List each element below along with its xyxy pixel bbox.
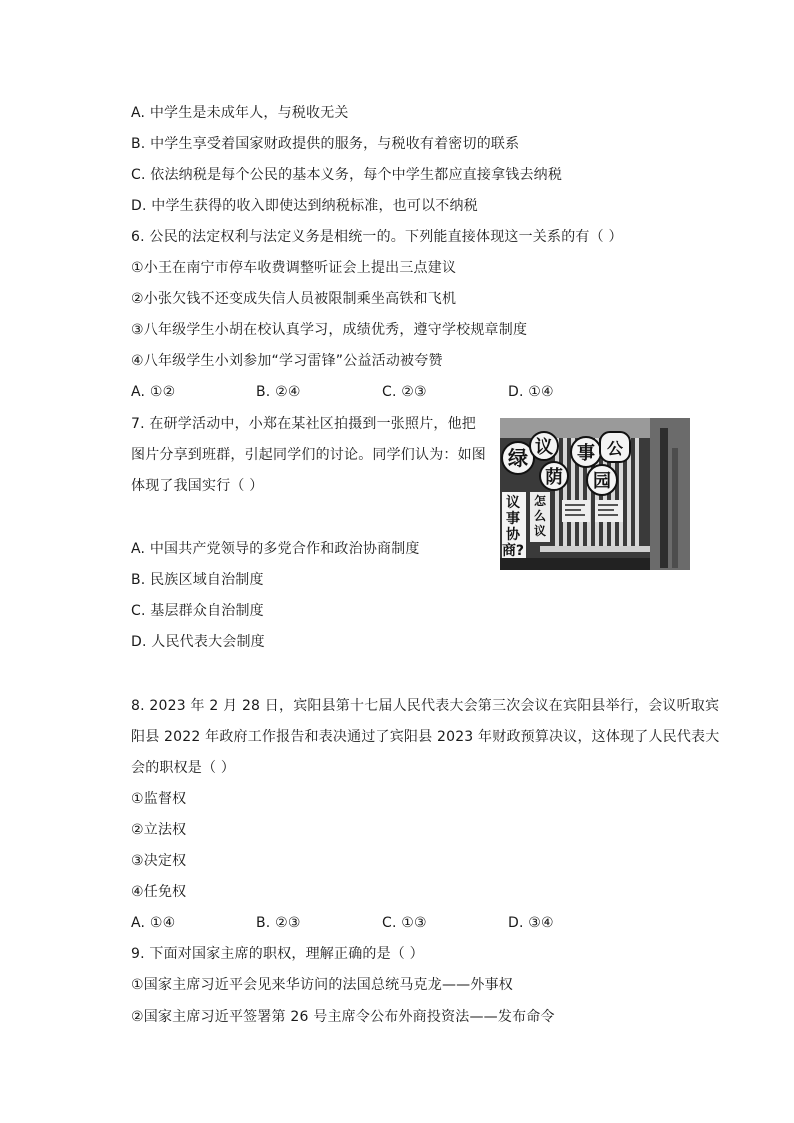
q6-option-c: C. ②③ (382, 384, 427, 400)
q8-item-3: ③决定权 (131, 853, 187, 869)
photo-char-3: 荫 (545, 467, 563, 488)
q7-stem-line-1: 7. 在研学活动中，小郑在某社区拍摄到一张照片，他把 (131, 416, 477, 432)
q5-option-a: A. 中学生是未成年人，与税收无关 (131, 105, 349, 121)
q8-option-c: C. ①③ (382, 915, 427, 931)
q7-option-d: D. 人民代表大会制度 (131, 634, 265, 650)
q5-option-d: D. 中学生获得的收入即使达到纳税标准，也可以不纳税 (131, 198, 478, 214)
q8-stem-line-2: 阳县 2022 年政府工作报告和表决通过了宾阳县 2023 年财政预算决议，这体现了人民代表大 (131, 729, 720, 745)
q6-item-3: ③八年级学生小胡在校认真学习，成绩优秀，遵守学校规章制度 (131, 322, 528, 338)
q7-option-c: C. 基层群众自治制度 (131, 603, 264, 619)
q6-item-4: ④八年级学生小刘参加“学习雷锋”公益活动被夸赞 (131, 353, 443, 369)
q6-option-d: D. ①④ (508, 384, 554, 400)
q5-option-c: C. 依法纳税是每个公民的基本义务，每个中学生都应直接拿钱去纳税 (131, 167, 563, 183)
q6-item-1: ①小王在南宁市停车收费调整听证会上提出三点建议 (131, 260, 457, 276)
q8-options (131, 913, 611, 933)
photo-vert-mid-3: 议 (533, 524, 547, 538)
photo-char-6: 园 (593, 471, 611, 492)
q7-community-photo (500, 418, 690, 570)
q8-option-d: D. ③④ (508, 915, 554, 931)
q7-stem-line-3: 体现了我国实行（ ） (131, 478, 264, 494)
photo-char-1: 绿 (508, 446, 528, 470)
q8-stem-line-3: 会的职权是（ ） (131, 760, 236, 776)
photo-vert-mid-1: 怎 (533, 494, 547, 508)
photo-vert-left-3: 协 (506, 527, 520, 543)
q9-item-1: ①国家主席习近平会见来华访问的法国总统马克龙——外事权 (131, 977, 513, 993)
q8-item-4: ④任免权 (131, 884, 187, 900)
q7-option-b: B. 民族区域自治制度 (131, 572, 264, 588)
photo-char-4: 事 (577, 443, 595, 464)
q8-option-a: A. ①④ (131, 915, 176, 931)
q7-stem-line-2: 图片分享到班群，引起同学们的讨论。同学们认为：如图 (131, 447, 486, 463)
q6-option-b: B. ②④ (256, 384, 301, 400)
photo-vert-left-2: 事 (506, 511, 520, 527)
photo-vert-left-4: 商? (501, 543, 525, 559)
photo-vert-mid-2: 么 (533, 509, 547, 523)
q8-option-b: B. ②③ (256, 915, 301, 931)
q8-stem-line-1: 8. 2023 年 2 月 28 日，宾阳县第十七届人民代表大会第三次会议在宾阳县举行，会议听取宾 (131, 698, 720, 714)
q7-option-a: A. 中国共产党领导的多党合作和政治协商制度 (131, 541, 420, 557)
q6-item-2: ②小张欠钱不还变成失信人员被限制乘坐高铁和飞机 (131, 291, 457, 307)
q6-option-a: A. ①② (131, 384, 176, 400)
q6-stem: 6. 公民的法定权利与法定义务是相统一的。下列能直接体现这一关系的有（ ） (131, 229, 623, 245)
q8-item-1: ①监督权 (131, 791, 187, 807)
q6-options (131, 382, 611, 402)
photo-vert-left-1: 议 (506, 495, 520, 511)
photo-char-2: 议 (535, 437, 553, 458)
photo-char-5: 公 (606, 439, 624, 458)
q9-stem: 9. 下面对国家主席的职权，理解正确的是（ ） (131, 946, 424, 962)
q9-item-2: ②国家主席习近平签署第 26 号主席令公布外商投资法——发布命令 (131, 1009, 555, 1025)
q8-item-2: ②立法权 (131, 822, 187, 838)
q5-option-b: B. 中学生享受着国家财政提供的服务，与税收有着密切的联系 (131, 136, 520, 152)
